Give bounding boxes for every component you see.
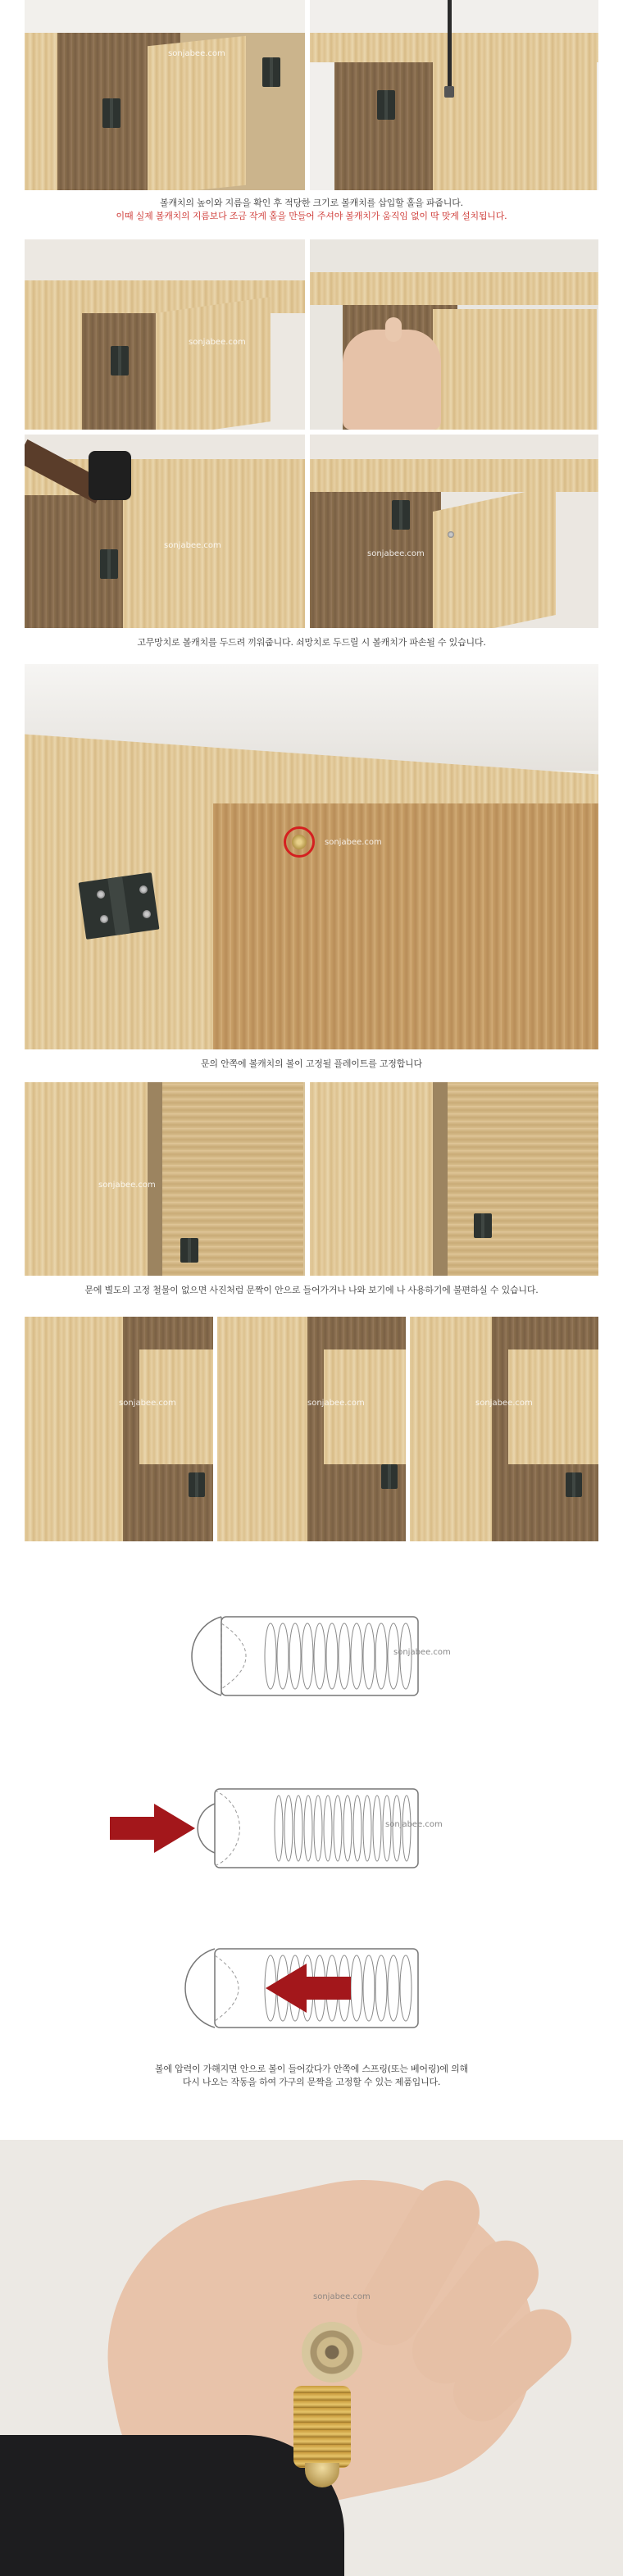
caption-step1-line1: 볼캐치의 높이와 지름을 확인 후 적당한 크기로 볼캐치를 삽입할 홀을 파줍니다.	[160, 198, 463, 208]
watermark: sonjabee.com	[393, 1648, 451, 1657]
arrow-left-icon	[266, 1964, 351, 2013]
watermark: sonjabee.com	[98, 1181, 156, 1190]
arrow-right-icon	[110, 1804, 195, 1853]
caption-step5-line2: 다시 나오는 작동을 하여 가구의 문짝을 고정할 수 있는 제품입니다.	[182, 2077, 441, 2087]
caption-step3: 문의 안쪽에 볼캐치의 볼이 고정될 플레이트를 고정합니다	[200, 1058, 422, 1069]
watermark: sonjabee.com	[307, 1399, 365, 1408]
ballcatch-diagram-pressed	[0, 1779, 623, 1877]
photo-plate-closeup	[25, 664, 598, 1049]
watermark: sonjabee.com	[119, 1399, 176, 1408]
photo-door-open-left	[25, 239, 305, 430]
photo-compare-2	[217, 1317, 406, 1541]
caption-step4: 문에 별도의 고정 철물이 없으면 사진처럼 문짝이 안으로 들어가거나 나와 보기에 나 사용하기에 불편하실 수 있습니다.	[84, 1285, 539, 1295]
watermark: sonjabee.com	[385, 1820, 443, 1829]
ballcatch-diagram-spring-return	[0, 1939, 623, 2037]
watermark: sonjabee.com	[168, 49, 225, 58]
ballcatch-cylinder	[293, 2386, 351, 2468]
photo-compare-1	[25, 1317, 213, 1541]
caption-step1-warning: 이때 실제 볼캐치의 지름보다 조금 작게 홀을 만들어 주셔야 볼캐치가 움직임 없이 딱 맞게 설치됩니다.	[116, 211, 507, 221]
photo-compare-3	[410, 1317, 598, 1541]
watermark: sonjabee.com	[313, 2292, 371, 2301]
photo-cabinet-door-hinge	[25, 0, 305, 190]
ballcatch-diagram-resting	[0, 1607, 623, 1705]
ballcatch-plate	[302, 2322, 362, 2383]
photo-ballcatch-installed	[310, 435, 598, 628]
watermark: sonjabee.com	[189, 338, 246, 347]
watermark: sonjabee.com	[164, 541, 221, 550]
watermark: sonjabee.com	[325, 838, 382, 847]
watermark: sonjabee.com	[367, 549, 425, 558]
caption-step5-line1: 볼에 압력이 가해지면 안으로 볼이 들어갔다가 안쪽에 스프링(또는 베어링)에 의해	[155, 2064, 468, 2074]
photo-ballcatch-in-hand	[0, 2140, 623, 2576]
watermark: sonjabee.com	[475, 1399, 533, 1408]
photo-hand-inserting-ballcatch	[310, 239, 598, 430]
photo-door-protruding	[310, 1082, 598, 1276]
photo-drilling-hole	[310, 0, 598, 190]
caption-step2: 고무망치로 볼캐치를 두드려 끼워줍니다. 쇠망치로 두드릴 시 볼캐치가 파손될 수 있습니다.	[137, 637, 486, 648]
photo-door-sunken	[25, 1082, 305, 1276]
photo-hammer-tapping	[25, 435, 305, 628]
